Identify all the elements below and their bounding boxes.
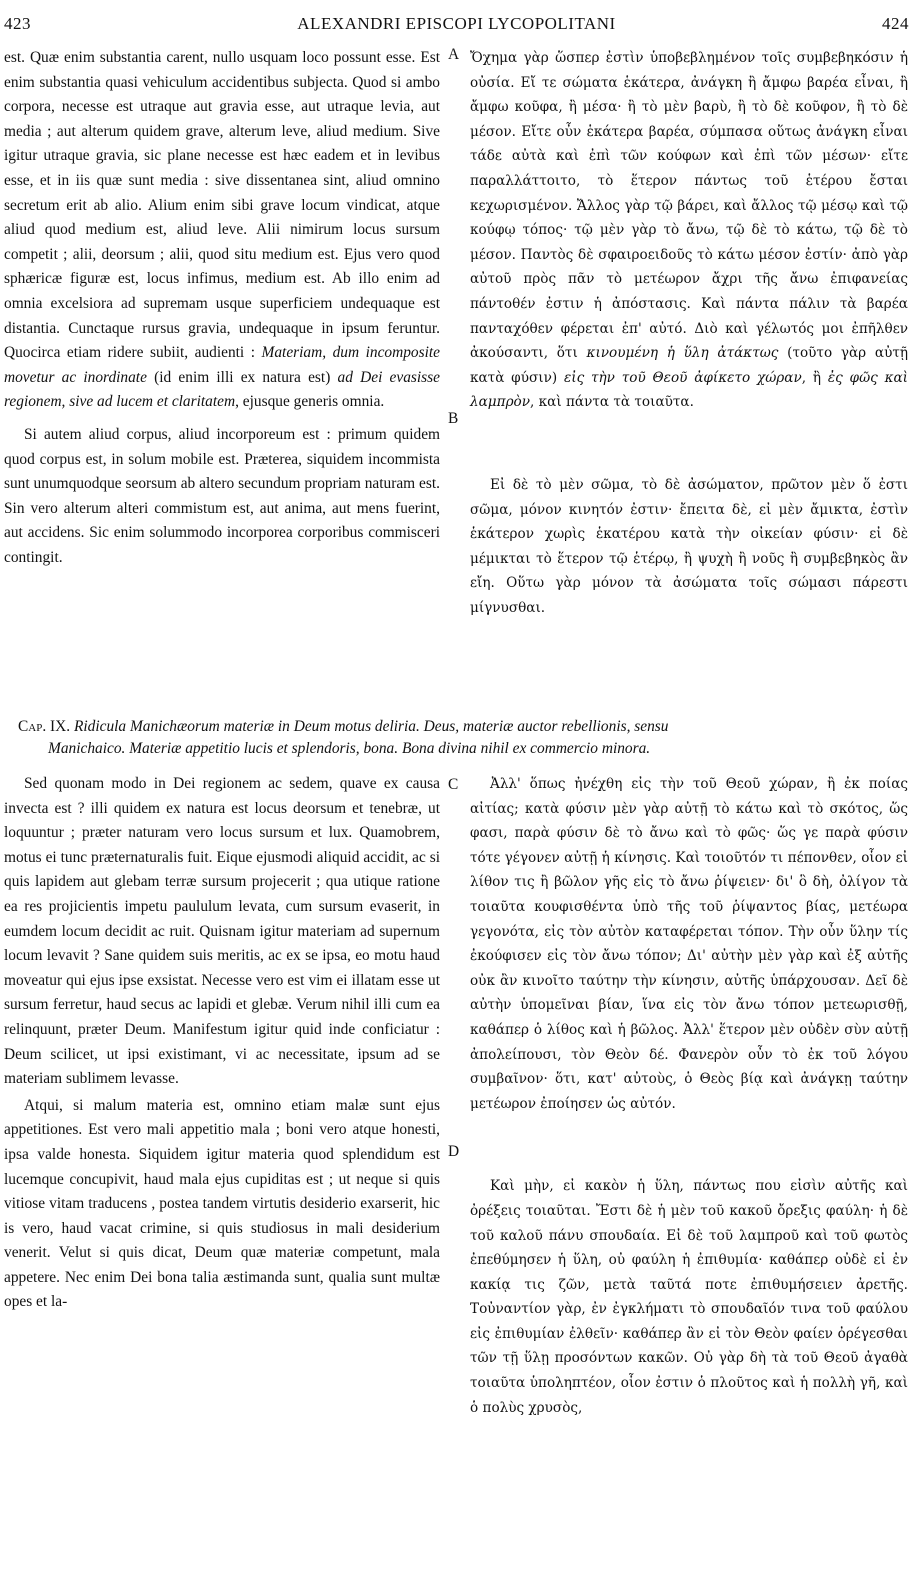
page-number-left: 423 — [4, 14, 31, 33]
greek-paragraph: Ἀλλ' ὅπως ἠνέχθη εἰς τὴν τοῦ Θεοῦ χώραν, ἢ ἐκ ποίας αἰτίας; κατὰ φύσιν μὲν γὰρ αὐτῇ τὸ κάτω καὶ τὸ σκότος, ὥς φασι, παρὰ φύσιν δὲ τὸ ἄνω καὶ τὸ φῶς· ὥς γε παρὰ φύσιν τότε γέγονεν αὐτῇ ἡ κίνησις. Καὶ τοιοῦτόν τι πέπονθεν, οἷον εἰ λίθον τις ἢ βῶλον γῆς εἰς τὸ ἄνω ῥίψειεν· δι' ὃ δὴ, ὀλίγον τὰ τοιαῦτα κουφισθέντα ὑπὸ τῆς τοῦ ῥίψαντος βίας, μετέωρα γεγονότα, εἰς τὸν αὐτὸν καταφέρεται τόπον. Τὴν οὖν ὕλην τίς ἐκούφισεν εἰς τὸν ἄνω τόπον; Δι' αὐτὴν μὲν γὰρ καὶ ἐξ αὐτῆς οὐκ ἂν κινοῖτο ταύτην τὴν κίνησιν, αὐτῆς ὑπάρχουσαν. Δεῖ δὲ αὐτὴν ὑπομεῖναι βίαν, ἵνα εἰς τὸν ἄνω τόπον μετεωρισθῇ, καθάπερ ὁ λίθος καὶ ἡ βῶλος. Ἀλλ' ἕτερον μὲν οὐδὲν σὺν αὐτῇ ἀπολείπουσι, τὸν Θεὸν δέ. Φανερὸν οὖν τὸ ἐκ τοῦ λόγου συμβαῖνον· ὅτι, κατ' αὐτοὺς, ὁ Θεὸς βίᾳ καὶ ἀνάγκῃ ταύτην μετέωρον ἐποίησεν ὡς αὐτόν. — [470, 776, 908, 1112]
page-number-right: 424 — [882, 14, 909, 33]
running-title: ALEXANDRI EPISCOPI LYCOPOLITANI — [297, 14, 616, 33]
chapter-heading — [18, 716, 905, 760]
latin-column-1 — [4, 46, 440, 570]
margin-marker-c: C — [448, 776, 459, 793]
chapter-title-line: Cap. IX. Ridicula Manichæorum materiæ in Deum motus deliria. Deus, materiæ auctor rebellionis, sensu — [18, 718, 669, 735]
margin-marker-a: A — [448, 46, 460, 63]
chapter-label: Cap. IX. — [18, 718, 71, 735]
latin-paragraph: Si autem aliud corpus, aliud incorporeum est : primum quidem quod corpus est, in solum mobile est. Præterea, siquidem incommista sunt unumquodque seorsum ab altero secundum propriam naturam est. Sin vero alterum alteri commistum est, aut anima, aut mens fuerint, aut accidens. Sic enim solummodo incorporea corporibus commisceri contingit. — [4, 425, 440, 566]
greek-column-1 — [470, 46, 908, 620]
latin-column-2 — [4, 772, 440, 1315]
greek-paragraph: Ὄχημα γὰρ ὥσπερ ἐστὶν ὑποβεβλημένον τοῖς συμβεβηκόσιν ἡ οὐσία. Εἴ τε σώματα ἑκάτερα, ἀνάγκη ἢ ἄμφω βαρέα εἶναι, ἢ ἄμφω κοῦφα, ἢ μέσα· ἢ τὸ μὲν βαρὺ, ἢ τὸ δὲ κοῦφον, ἢ τὸ δὲ μέσον. Εἴτε οὖν ἑκάτερα βαρέα, σύμπασα οὕτως ἀνάγκη εἶναι τάδε αὐτὰ καὶ ἐπὶ τῶν κούφων καὶ ἐπὶ τῶν μέσων· εἴτε παραλλάττοιτο, τὸ ἕτερον πάντως τοῦ ἑτέρου ἔσται κεχωρισμένον. Ἄλλος γὰρ τῷ βάρει, καὶ ἄλλος τῷ μέσῳ καὶ τῷ κούφῳ τόπος· τῷ μὲν γὰρ τὸ ἄνω, τῷ δὲ τὸ κάτω, τῷ δὲ τὸ μέσον. Παντὸς δὲ σφαιροειδοῦς τὸ κάτω μέσον ἐστίν· ἀπὸ γὰρ αὐτοῦ πρὸς πᾶν τὸ μετέωρον ἄχρι τῆς ἄνω ἐπιφανείας πάντοθέν ἐστιν ἡ ἀπόστασις. Καὶ πάντα πάλιν τὰ βαρέα πανταχόθεν φέρεται ἐπ' αὐτό. Διὸ καὶ γέλωτός μοι ἐπῆλθεν ἀκούσαντι, ὅτι κινουμένη ἡ ὕλη ἀτάκτως (τοῦτο γὰρ αὐτῇ κατὰ φύσιν) εἰς τὴν τοῦ Θεοῦ ἀφίκετο χώραν, ἢ ἐς φῶς καὶ λαμπρὸν, καὶ πάντα τὰ τοιαῦτα. — [470, 50, 909, 411]
latin-paragraph: Atqui, si malum materia est, omnino etiam malæ sunt ejus appetitiones. Est vero mali appetitio mala ; boni vero atque honesti, ipsa valde honesta. Siquidem igitur materia quod splendidum est lucemque concupivit, haud mala ejus cupiditas est ; ut neque si quis vitiose vitam traducens , postea tandem virtutis desiderio exarserit, hic is vero, haud vacat crimine, si quis studiosus in mali desiderium venerit. Velut si quis dicat, Deum quæ materiæ competunt, mala appetere. Nec enim Dei bona talia æstimanda sunt, qualia sunt multæ opes et la- — [4, 1096, 440, 1311]
latin-paragraph: est. Quæ enim substantia carent, nullo usquam loco possunt esse. Est enim substantia quasi vehiculum accidentibus subjecta. Quod si ambo corpora, necesse est utraque aut gravia esse, aut utraque levia, aut media ; aut alterum quidem grave, alterum leve, aliud medium. Sive igitur utraque gravia, sic plane necesse est hæc eadem et in levibus esse, et in iis quæ sunt media : sive dissentanea sint, aliud omnino secretum erit ab alio. Alium enim sibi grave locum vindicat, atque aliud quod medium est, aliud leve. Alii nimirum locus sursum competit ; alii, deorsum ; alii, quod situ medium est. Ejus vero quod sphæricæ figuræ est, locus infimus, medium est. Ab illo enim ad omnia excelsiora ad supremam usque superficiem undequaque est distantia. Cunctaque rursus gravia, undequaque in ipsum feruntur. Quocirca etiam ridere subiit, audienti : Materiam, dum incomposite movetur ac inordinate (id enim illi ex natura est) ad Dei evasisse regionem, sive ad lucem et claritatem, ejusque generis omnia. — [4, 49, 441, 411]
running-head — [4, 14, 909, 38]
greek-paragraph: Εἰ δὲ τὸ μὲν σῶμα, τὸ δὲ ἀσώματον, πρῶτον μὲν ὅ ἐστι σῶμα, μόνον κινητόν ἐστιν· ἔπειτα δὲ, εἰ μὲν ἄμικτα, ἐστὶν ἑκάτερον χωρὶς ἑκατέρου κατὰ τὴν οἰκείαν φύσιν· εἰ δὲ μέμικται τὸ ἕτερον τῷ ἑτέρῳ, ἢ ψυχὴ ἢ νοῦς ἢ συμβεβηκὸς ἂν εἴη. Οὕτω γὰρ μόνον τὰ ἀσώματα τοῖς σώμασι πάρεστι μίγνυσθαι. — [470, 476, 908, 616]
chapter-title-line: Manichaico. Materiæ appetitio lucis et splendoris, bona. Bona divina nihil ex commercio minora. — [48, 740, 651, 757]
greek-paragraph: Καὶ μὴν, εἰ κακὸν ἡ ὕλη, πάντως που εἰσὶν αὐτῆς καὶ ὀρέξεις τοιαῦται. Ἔστι δὲ ἡ μὲν τοῦ κακοῦ ὄρεξις φαύλη· ἡ δὲ τοῦ καλοῦ πάνυ σπουδαία. Εἰ δὲ τοῦ λαμπροῦ καὶ τοῦ φωτὸς ἐπεθύμησεν ἡ ὕλη, οὐ φαύλη ἡ ἐπιθυμία· καθάπερ οὐδὲ εἰ ἐν κακίᾳ τις ζῶν, μετὰ ταῦτά ποτε ἐπιθυμήσειεν ἀρετῆς. Τοὐναντίον γὰρ, ἐν ἐγκλήματι τὸ σπουδαῖόν τινα τοῦ φαύλου εἰς ἐπιθυμίαν ἐλθεῖν· καθάπερ ἂν εἰ τὸν Θεὸν φαίεν ὀρέγεσθαι τῶν τῇ ὕλῃ προσόντων κακῶν. Οὐ γὰρ δὴ τὰ τοῦ Θεοῦ ἀγαθὰ τοιαῦτα ὑποληπτέον, οἷον ἐστιν ὁ πλοῦτος καὶ ἡ πολλὴ γῆ, καὶ ὁ πολὺς χρυσὸς, — [470, 1178, 908, 1416]
margin-marker-d: D — [448, 1143, 460, 1160]
margin-marker-b: B — [448, 410, 459, 427]
greek-column-2 — [470, 772, 908, 1420]
latin-paragraph: Sed quonam modo in Dei regionem ac sedem, quave ex causa invecta est ? illi quidem ex natura est locus deorsum et tenebræ, ut loquuntur ; præter naturam vero locus sursum et lux. Quamobrem, motus ei tunc præternaturalis fuit. Eique ejusmodi aliquid accidit, ac si quis lapidem aut glebam terræ sursum projecerit ; qua utique ratione ea res projicientis impetu paululum levata, cum sursum evaserit, in eumdem locum decidit ac ruit. Quisnam igitur materiam ad supernum locum levavit ? Sane quidem suis meritis, ac ex se ipsa, eo motu haud moveatur qui ejus ipse exsistat. Necesse vero est vim ei illatam esse ut sursum ferretur, haud secus ac lapidi et glebæ. Verum nihil illi cum ea relinquunt, præter Deum. Manifestum igitur quid inde conficiatur : Deum scilicet, ut ipsi existimant, vi ac necessitate, ipsum ad se materiam sublimem levasse. — [4, 775, 440, 1088]
